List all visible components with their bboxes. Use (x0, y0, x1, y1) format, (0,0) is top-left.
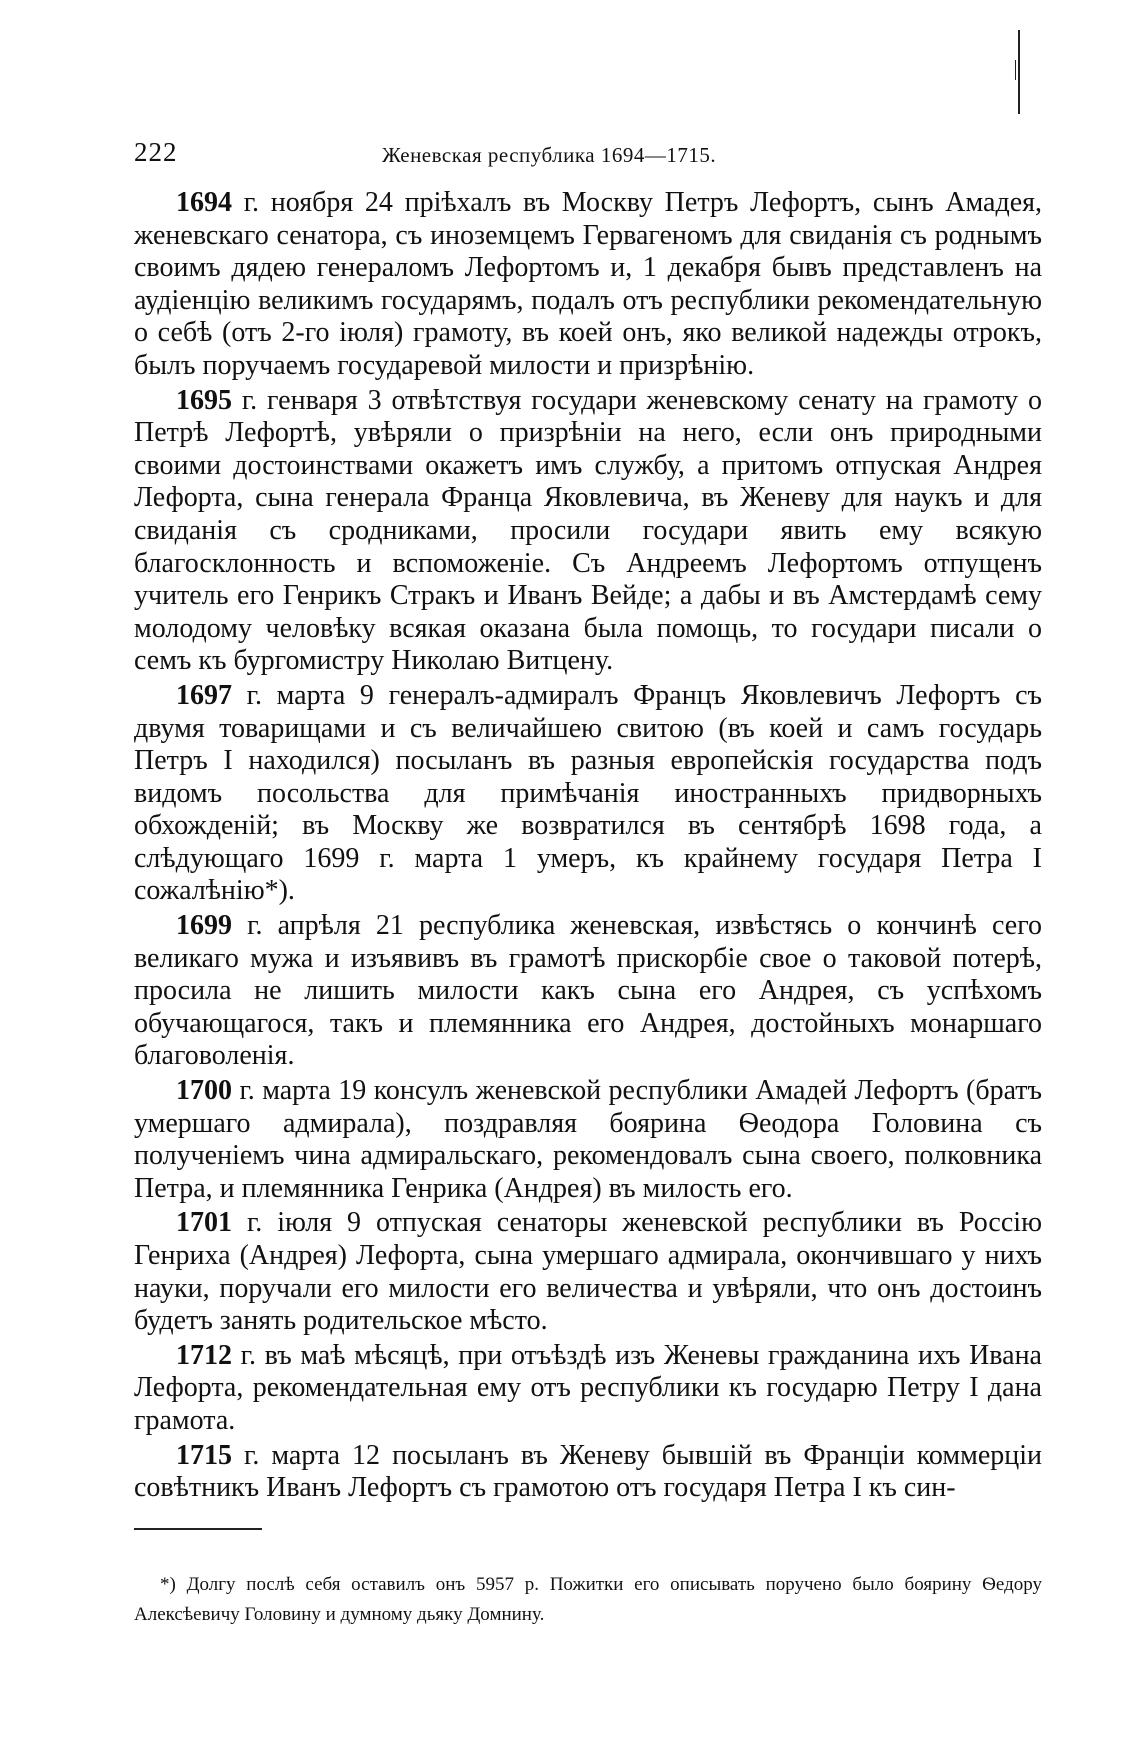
paragraph-text: г. генваря 3 отвѣтствуя государи женевскому сенату на грамоту о Петрѣ Лефортѣ, увѣряли о призрѣніи на него, если онъ природными своими достоинствами окажетъ имъ службу, а притомъ отпуская Андрея Лефорта, сына генерала Франца Яковлевича, въ Женеву для наукъ и для свиданія съ сродниками, просили государи явить ему всякую благосклонность и вспоможеніе. Съ Андреемъ Лефортомъ отпущенъ учитель его Генрикъ Стракъ и Иванъ Вейде; а дабы и въ Амстердамѣ сему молодому человѣку всякая оказана была помощь, то государи писали о семъ къ бургомистру Николаю Витцену. (134, 384, 1042, 677)
paragraph-1700 (134, 1075, 1042, 1205)
paragraph-1699 (134, 910, 1042, 1073)
paragraph-year: 1699 (176, 910, 232, 942)
paragraph-year: 1700 (176, 1075, 232, 1107)
book-page (134, 0, 1042, 1757)
footnote: *) Долгу послѣ себя оставилъ онъ 5957 р. Пожитки его описывать поручено было боярину Ѳедору Алексѣевичу Головину и думному дьяку Домнину. (134, 1574, 1042, 1625)
paragraph-text: г. іюля 9 отпуская сенаторы женевской республики въ Россію Генриха (Андрея) Лефорта, сына умершаго адмирала, окончившаго у нихъ науки, поручали его милости его величества и увѣряли, что онъ достоинъ будетъ занять родительское мѣсто. (134, 1207, 1042, 1337)
page-number: 222 (134, 137, 178, 167)
paragraph-text: г. марта 9 генералъ-адмиралъ Францъ Яковлевичъ Лефортъ съ двумя товарищами и съ величайшею свитою (въ коей и самъ государь Петръ I находился) посыланъ въ разныя европейскія государства подъ видомъ посольства для примѣчанія иностранныхъ придворныхъ обхожденій; въ Москву же возвратился въ сентябрѣ 1698 года, а слѣдующаго 1699 г. марта 1 умеръ, къ крайнему государя Петра I сожалѣнію*). (134, 679, 1042, 907)
running-head: Женевская республика 1694—1715. (382, 143, 717, 167)
paragraph-1712 (134, 1340, 1042, 1438)
paragraph-year: 1695 (176, 384, 232, 416)
scan-edge-mark-small (1015, 60, 1016, 80)
paragraph-text: г. въ маѣ мѣсяцѣ, при отъѣздѣ изъ Женевы гражданина ихъ Ивана Лефорта, рекомендательная ему отъ республики къ государю Петру I дана грамота. (134, 1339, 1042, 1436)
paragraph-1694 (134, 187, 1042, 383)
paragraph-year: 1701 (176, 1207, 232, 1239)
paragraph-text: г. апрѣля 21 республика женевская, извѣстясь о кончинѣ сего великаго мужа и изъявивъ въ грамотѣ прискорбіе свое о таковой потерѣ, просила не лишить милости какъ сына его Андрея, съ успѣхомъ обучающагося, такъ и племянника его Андрея, достойныхъ монаршаго благоволенія. (134, 910, 1042, 1072)
paragraph-text: г. ноября 24 пріѣхалъ въ Москву Петръ Лефортъ, сынъ Амадея, женевскаго сенатора, съ иноземцемъ Гервагеномъ для свиданія съ роднымъ своимъ дядею генераломъ Лефортомъ и, 1 декабря бывъ представленъ на аудіенцію великимъ государямъ, подалъ отъ республики рекомендательную о себѣ (отъ 2-го іюля) грамоту, въ коей онъ, яко великой надежды отрокъ, былъ поручаемъ государевой милости и призрѣнію. (134, 187, 1042, 381)
paragraph-year: 1715 (176, 1439, 232, 1471)
body-text (134, 187, 1042, 1507)
paragraph-1715 (134, 1440, 1042, 1505)
paragraph-text: г. марта 12 посыланъ въ Женеву бывшій въ Франціи коммерціи совѣтникъ Иванъ Лефортъ съ грамотою отъ государя Петра I къ син- (134, 1439, 1042, 1504)
paragraph-year: 1697 (176, 679, 232, 711)
paragraph-1701 (134, 1207, 1042, 1337)
paragraph-year: 1712 (176, 1339, 232, 1371)
scan-edge-mark (1018, 30, 1020, 114)
paragraph-text: г. марта 19 консулъ женевской республики Амадей Лефортъ (братъ умершаго адмирала), поздравляя боярина Ѳеодора Головина съ полученіемъ чина адмиральскаго, рекомендовалъ сына своего, полковника Петра, и племянника Генрика (Андрея) въ милость его. (134, 1075, 1042, 1204)
footnote-divider (134, 1528, 262, 1530)
paragraph-1695 (134, 385, 1042, 678)
paragraph-1697 (134, 680, 1042, 908)
page-header (134, 137, 1042, 177)
paragraph-year: 1694 (176, 187, 232, 218)
